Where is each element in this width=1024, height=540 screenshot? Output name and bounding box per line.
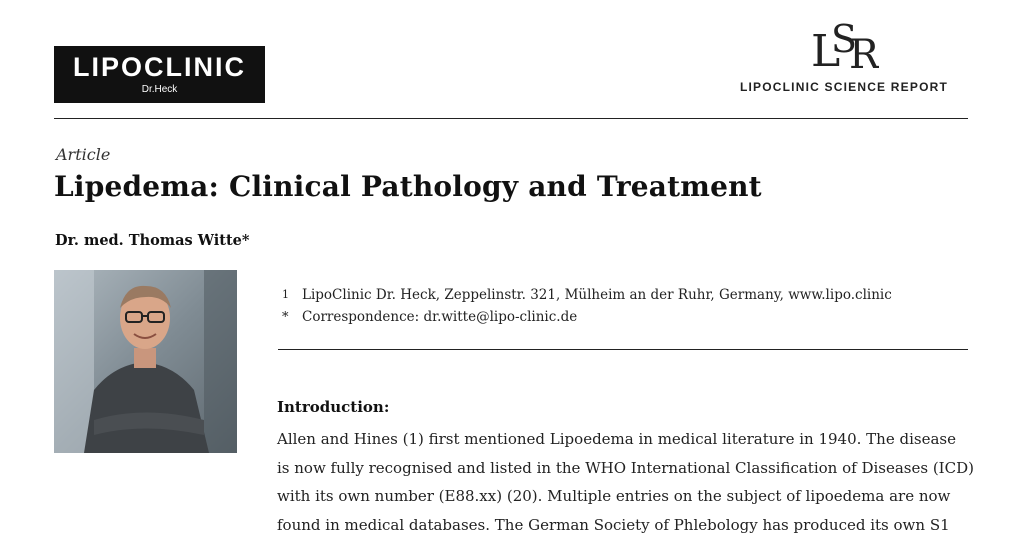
article-title: Lipedema: Clinical Pathology and Treatment	[54, 170, 762, 203]
svg-text:R: R	[849, 32, 879, 76]
header-divider	[54, 118, 968, 119]
svg-text:S: S	[831, 22, 858, 61]
body-line: is now fully recognised and listed in the WHO International Classification of Diseases (ICD)	[277, 458, 974, 477]
logo-subtitle: Dr.Heck	[141, 84, 178, 95]
author-photo	[54, 270, 237, 453]
svg-text:L: L	[811, 26, 841, 76]
affiliation-mark: 1	[282, 288, 289, 301]
body-line: found in medical databases. The German Society of Phlebology has produced its own S1	[277, 515, 950, 534]
lipoclinic-logo	[54, 46, 265, 103]
affiliation-1	[282, 284, 892, 306]
introduction-heading: Introduction:	[277, 398, 390, 416]
introduction-body	[277, 425, 974, 539]
affiliation-divider	[278, 349, 968, 350]
report-name: LIPOCLINIC SCIENCE REPORT	[739, 80, 948, 94]
correspondence	[282, 306, 892, 329]
correspondence-mark: *	[282, 310, 289, 325]
author-name: Dr. med. Thomas Witte*	[55, 232, 250, 249]
science-report-logo	[734, 22, 954, 94]
affiliation-text: LipoClinic Dr. Heck, Zeppelinstr. 321, Mülheim an der Ruhr, Germany, www.lipo.clinic	[302, 287, 892, 303]
correspondence-text: Correspondence: dr.witte@lipo-clinic.de	[302, 309, 578, 325]
body-line: Allen and Hines (1) first mentioned Lipoedema in medical literature in 1940. The disease	[277, 430, 956, 448]
logo-name: LIPOCLINIC	[73, 52, 246, 82]
lsr-monogram-icon	[809, 22, 879, 76]
affiliations	[282, 284, 892, 329]
article-type-label: Article	[56, 145, 111, 164]
body-line: with its own number (E88.xx) (20). Multiple entries on the subject of lipoedema are now	[277, 487, 951, 505]
